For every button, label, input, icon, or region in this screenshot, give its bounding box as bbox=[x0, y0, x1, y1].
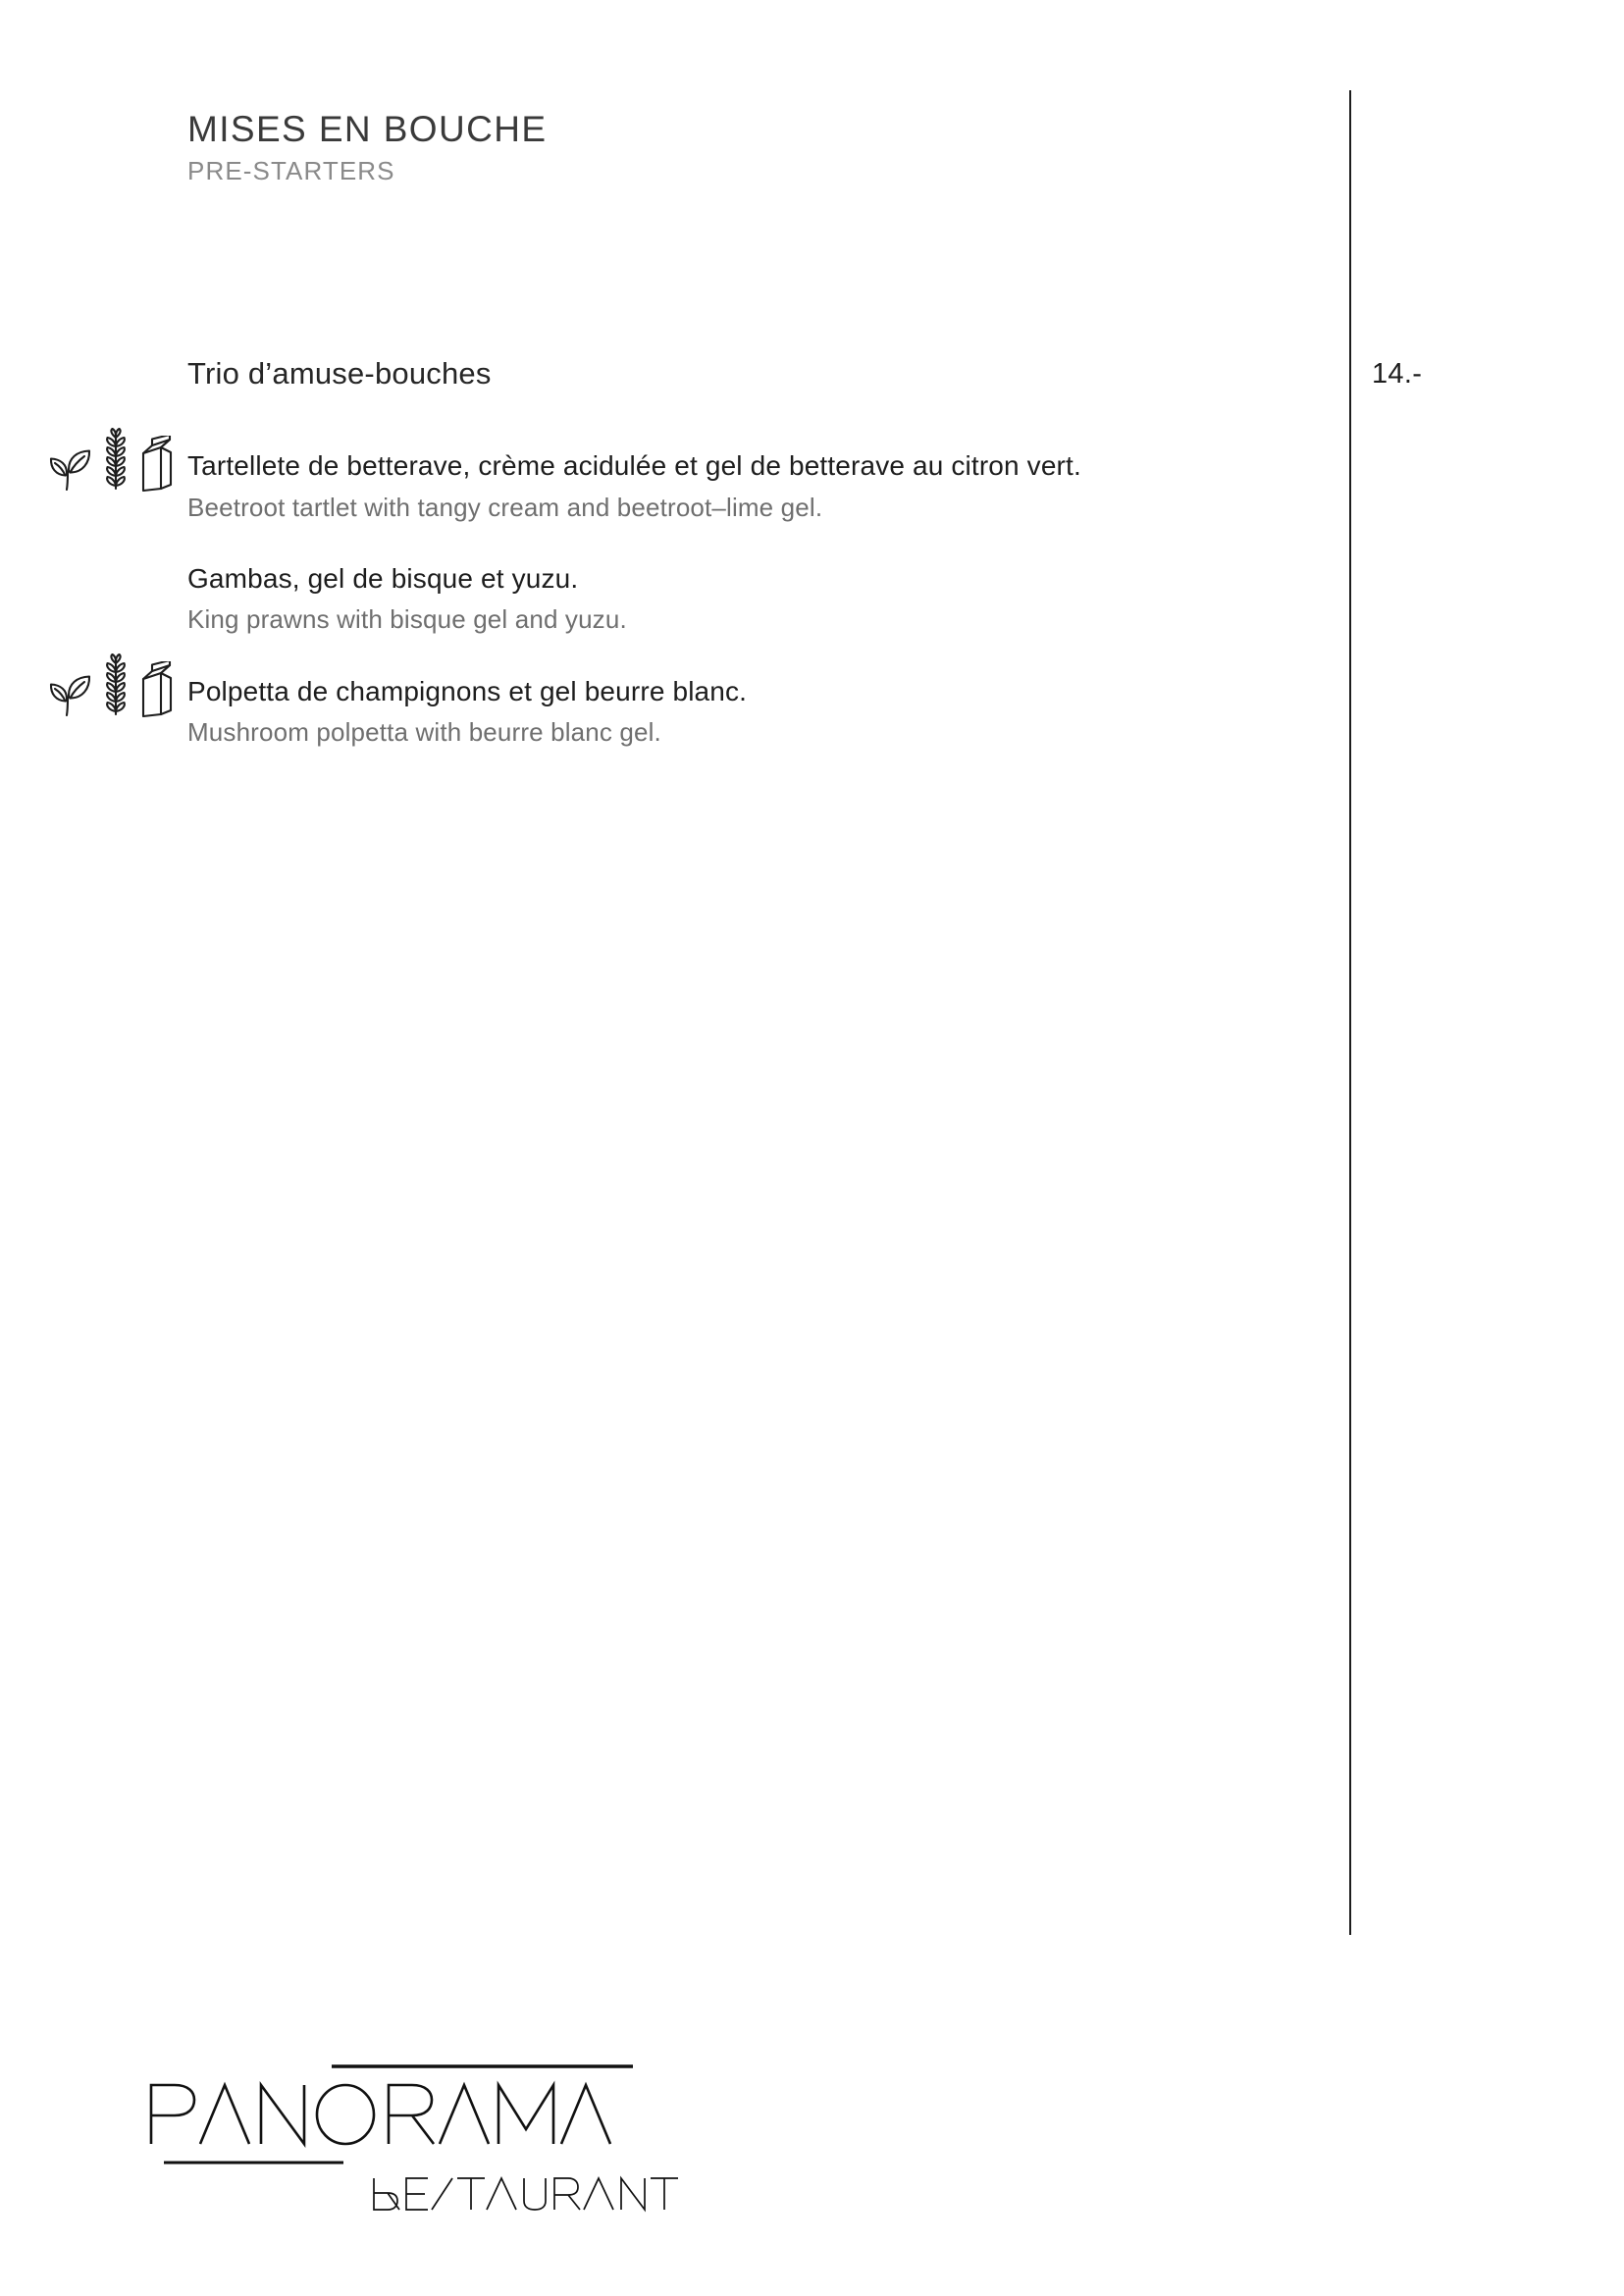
list-item bbox=[187, 675, 1306, 749]
dish-name: Trio d’amuse-bouches bbox=[187, 356, 492, 391]
item-description-fr: Tartellete de betterave, crème acidulée et gel de betterave au citron vert. bbox=[187, 450, 1081, 481]
milk-carton-icon bbox=[138, 661, 176, 718]
item-description-fr: Gambas, gel de bisque et yuzu. bbox=[187, 562, 579, 594]
dish-price: 14.- bbox=[1372, 358, 1423, 390]
milk-carton-icon bbox=[138, 436, 176, 493]
item-description-fr: Polpetta de champignons et gel beurre blanc. bbox=[187, 675, 748, 706]
dish-components-list bbox=[187, 449, 1306, 748]
item-description-en: King prawns with bisque gel and yuzu. bbox=[187, 604, 627, 635]
item-description-en: Mushroom polpetta with beurre blanc gel. bbox=[187, 717, 661, 748]
page-title: MISES EN BOUCHE bbox=[187, 109, 548, 149]
dish-group bbox=[187, 356, 1423, 748]
leaf-icon bbox=[44, 673, 93, 718]
allergen-icon-group bbox=[44, 438, 176, 493]
list-item bbox=[187, 449, 1306, 523]
restaurant-logo bbox=[145, 2041, 695, 2227]
section-header bbox=[187, 111, 547, 184]
section-subtitle: PRE-STARTERS bbox=[187, 155, 395, 185]
dish-title-row bbox=[187, 356, 1423, 403]
vertical-divider bbox=[1349, 90, 1351, 1935]
item-description-en: Beetroot tartlet with tangy cream and beetroot–lime gel. bbox=[187, 492, 823, 522]
wheat-icon bbox=[96, 653, 135, 718]
allergen-icon-group bbox=[44, 663, 176, 718]
list-item bbox=[187, 562, 1306, 636]
leaf-icon bbox=[44, 447, 93, 493]
wheat-icon bbox=[96, 428, 135, 493]
